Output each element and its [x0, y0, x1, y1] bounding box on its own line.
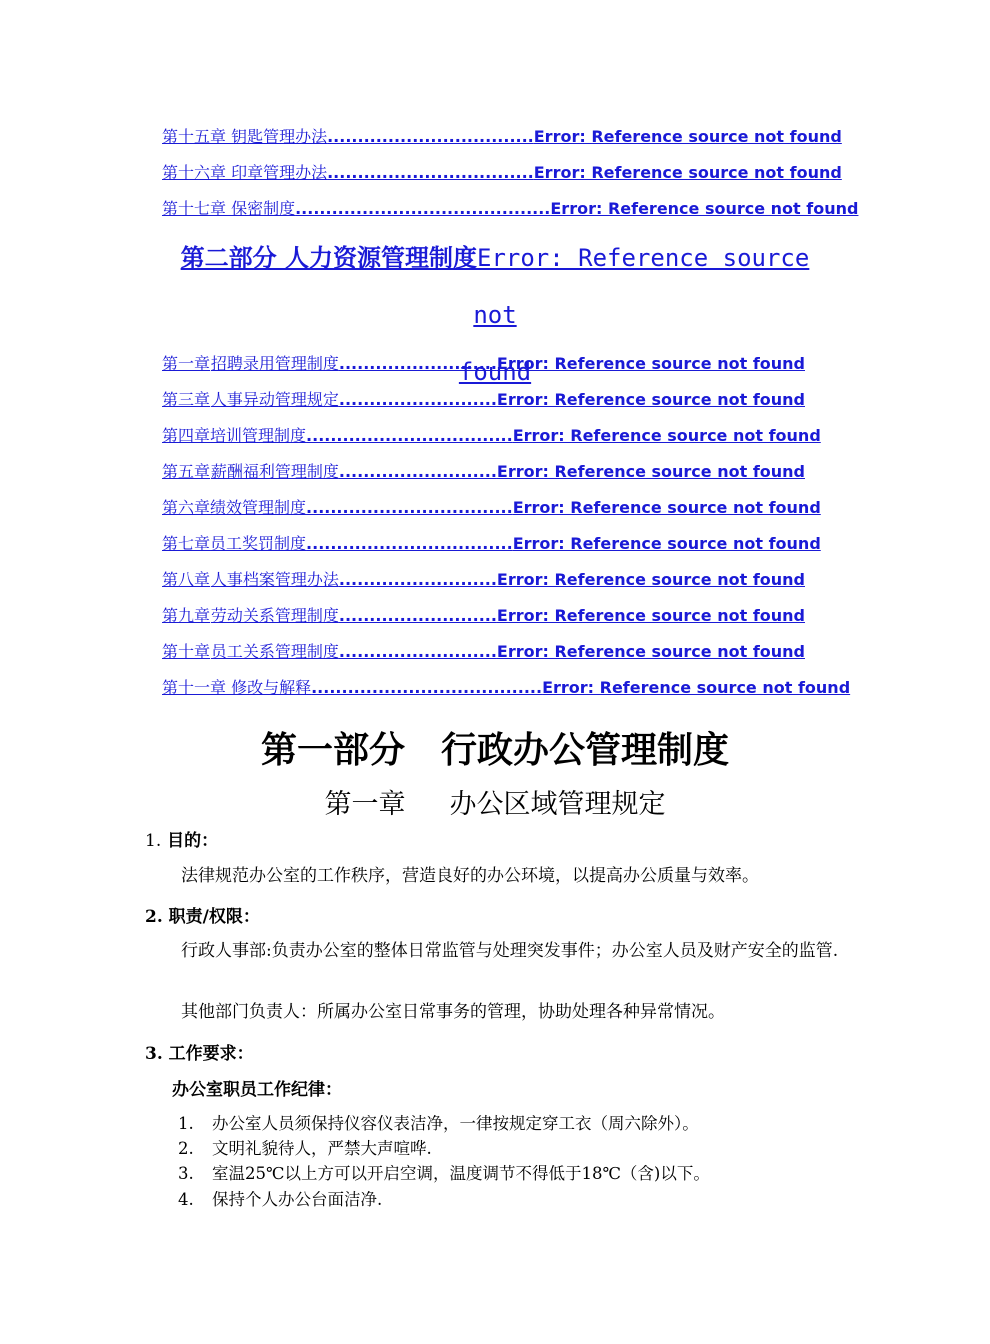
- toc-item-hr-5[interactable]: [162, 459, 805, 483]
- toc-item-title: 绩效管理制度: [210, 498, 307, 517]
- chapter-number: 第一章: [324, 789, 406, 820]
- part-title: 第一部分 行政办公管理制度: [260, 730, 729, 771]
- toc-item-num: 第一章: [162, 354, 211, 373]
- toc-item-hr-9[interactable]: [162, 603, 805, 627]
- toc-item-title: 培训管理制度: [210, 426, 307, 445]
- paragraph-text: 行政人事部:负责办公室的整体日常监管与处理突发事件；办公室人员及财产安全的监管.: [181, 941, 839, 961]
- toc-leader-dots: ..................................: [327, 127, 534, 146]
- toc-item-num: 第十章: [162, 642, 211, 661]
- rule-text: 室温25℃以上方可以开启空调，温度调节不得低于18℃（含)以下。: [212, 1164, 710, 1183]
- rule-text: 文明礼貌待人，严禁大声喧哗.: [212, 1139, 432, 1158]
- rule-number: 1.: [178, 1114, 194, 1133]
- toc-part2-entry[interactable]: [162, 230, 828, 401]
- section-3-heading: [145, 1039, 254, 1064]
- toc-leader-dots: ..........................................: [295, 199, 551, 218]
- paragraph-text: 法律规范办公室的工作秩序，营造良好的办公环境，以提高办公质量与效率。: [181, 866, 759, 886]
- toc-item-ref: Error: Reference source not found: [496, 462, 805, 481]
- rule-number: 4.: [178, 1190, 194, 1209]
- toc-item-title: 第十一章 修改与解释: [162, 678, 312, 697]
- toc-item-ref: Error: Reference source not found: [512, 498, 821, 517]
- toc-item-title: 劳动关系管理制度: [210, 606, 339, 625]
- toc-item-title: 员工关系管理制度: [210, 642, 339, 661]
- rule-item: [178, 1189, 382, 1211]
- toc-item-hr-11[interactable]: [162, 675, 851, 699]
- toc-leader-dots: ..................................: [306, 534, 513, 553]
- toc-leader-dots: ..................................: [327, 163, 534, 182]
- toc-item-num: 第八章: [162, 570, 211, 589]
- section-title: 职责/权限：: [168, 907, 260, 927]
- toc-item-num: 第三章: [162, 390, 211, 409]
- toc-item-ref: Error: Reference source not found: [496, 390, 805, 409]
- paragraph-text: 其他部门负责人：所属办公室日常事务的管理，协助处理各种异常情况。: [181, 1002, 725, 1022]
- rule-text: 保持个人办公台面洁净.: [212, 1190, 383, 1209]
- rule-number: 2.: [178, 1139, 194, 1158]
- rule-item: [178, 1163, 710, 1185]
- section-2-heading: [145, 902, 260, 927]
- toc-leader-dots: ..........................: [338, 462, 497, 481]
- toc-item-ref: Error: Reference source not found: [496, 570, 805, 589]
- toc-item-title: 员工奖罚制度: [210, 534, 307, 553]
- toc-item-hr-6[interactable]: [162, 495, 821, 519]
- rule-text: 办公室人员须保持仪容仪表洁净，一律按规定穿工衣（周六除外）。: [212, 1114, 699, 1133]
- toc-part2-title: 第二部分 人力资源管理制度: [180, 244, 477, 272]
- section-number: 1.: [145, 831, 162, 851]
- toc-item-title: 第十五章 钥匙管理办法: [162, 127, 328, 146]
- toc-leader-dots: ......................................: [311, 678, 543, 697]
- toc-item-ch15[interactable]: [162, 124, 842, 148]
- section-number: 3.: [145, 1044, 163, 1064]
- toc-item-ch16[interactable]: [162, 160, 842, 184]
- toc-item-hr-8[interactable]: [162, 567, 805, 591]
- toc-leader-dots: ..................................: [306, 426, 513, 445]
- section-2-text-1: [145, 939, 850, 963]
- toc-item-ref: Error: Reference source not found: [542, 678, 851, 697]
- toc-item-ref: Error: Reference source not found: [512, 426, 821, 445]
- toc-item-ref: Error: Reference source not found: [496, 642, 805, 661]
- section-2-text-2: [145, 1000, 850, 1024]
- toc-leader-dots: ..........................: [338, 642, 497, 661]
- toc-item-hr-4[interactable]: [162, 423, 821, 447]
- toc-item-hr-1[interactable]: [162, 351, 805, 375]
- section-1-text: [145, 864, 850, 888]
- toc-item-title: 第十七章 保密制度: [162, 199, 296, 218]
- toc-part2-ref-cont: found: [458, 358, 532, 386]
- toc-leader-dots: ..........................: [338, 354, 497, 373]
- toc-item-num: 第九章: [162, 606, 211, 625]
- toc-item-ref: Error: Reference source not found: [550, 199, 859, 218]
- toc-leader-dots: ..........................: [338, 570, 497, 589]
- toc-item-ref: Error: Reference source not found: [512, 534, 821, 553]
- toc-item-num: 第五章: [162, 462, 211, 481]
- toc-item-num: 第六章: [162, 498, 211, 517]
- section-title: 目的：: [167, 831, 219, 851]
- toc-part2-ref: Error: Reference source not: [473, 244, 810, 329]
- toc-item-hr-3[interactable]: [162, 387, 805, 411]
- toc-item-hr-7[interactable]: [162, 531, 821, 555]
- rule-item: [178, 1113, 699, 1135]
- toc-item-title: 第十六章 印章管理办法: [162, 163, 328, 182]
- toc-item-ref: Error: Reference source not found: [496, 354, 805, 373]
- toc-item-title: 薪酬福利管理制度: [210, 462, 339, 481]
- rule-item: [178, 1138, 432, 1160]
- toc-item-ref: Error: Reference source not found: [533, 127, 842, 146]
- toc-item-ch17[interactable]: [162, 196, 859, 220]
- toc-item-num: 第四章: [162, 426, 211, 445]
- toc-item-ref: Error: Reference source not found: [496, 606, 805, 625]
- toc-leader-dots: ..................................: [306, 498, 513, 517]
- toc-item-title: 招聘录用管理制度: [210, 354, 339, 373]
- toc-leader-dots: ..........................: [338, 390, 497, 409]
- toc-item-title: 人事异动管理规定: [210, 390, 339, 409]
- section-3-subheading: 办公室职员工作纪律：: [172, 1080, 342, 1100]
- toc-item-ref: Error: Reference source not found: [533, 163, 842, 182]
- chapter-heading: [0, 782, 990, 821]
- toc-leader-dots: ..........................: [338, 606, 497, 625]
- section-1-heading: [145, 826, 218, 851]
- toc-item-hr-10[interactable]: [162, 639, 805, 663]
- rule-number: 3.: [178, 1164, 194, 1183]
- toc-item-title: 人事档案管理办法: [210, 570, 339, 589]
- section-number: 2.: [145, 907, 163, 927]
- section-title: 工作要求：: [168, 1044, 254, 1064]
- toc-item-num: 第七章: [162, 534, 211, 553]
- chapter-title: 办公区域管理规定: [449, 789, 666, 820]
